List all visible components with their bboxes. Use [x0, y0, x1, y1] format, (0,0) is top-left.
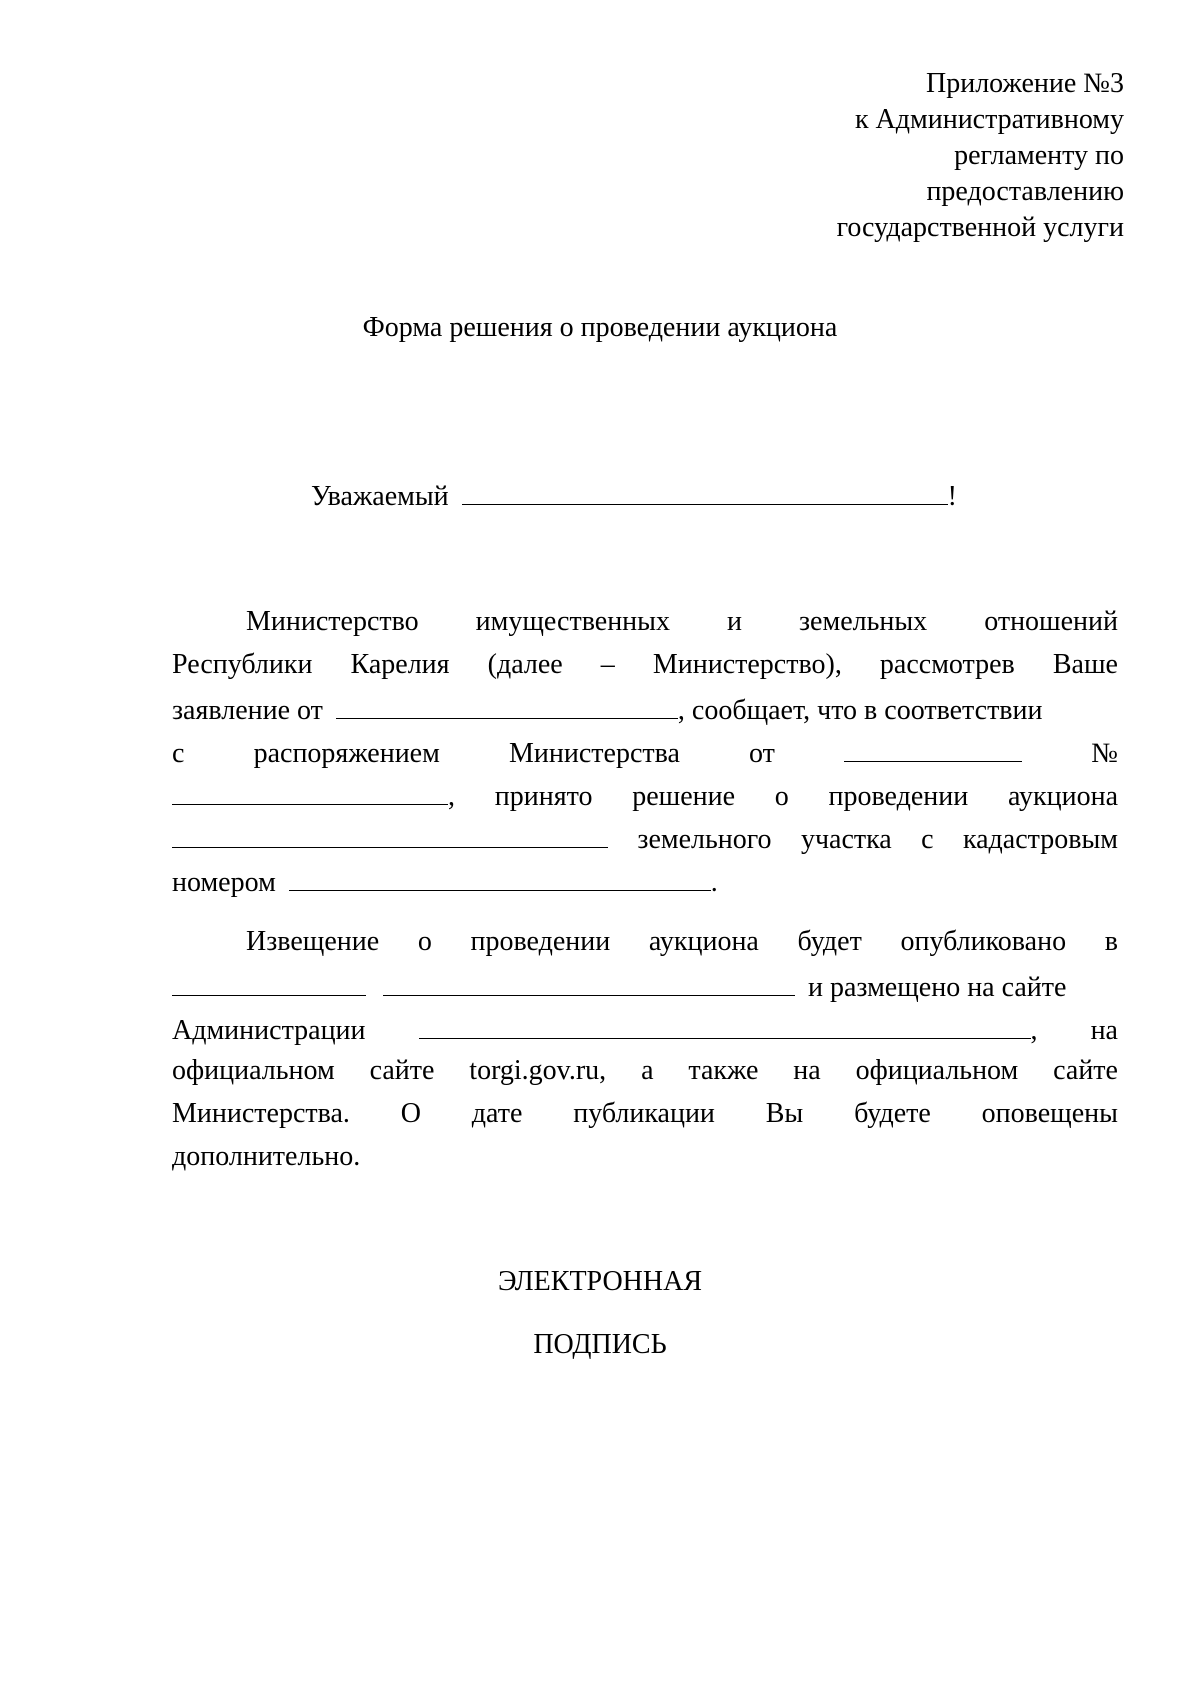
p1-word: с	[921, 824, 934, 855]
cadastral-label: номером	[172, 867, 276, 898]
appendix-number: Приложение №3	[926, 68, 1124, 99]
p2-word: дате	[471, 1098, 523, 1129]
appendix-ref-line3: регламенту по	[954, 140, 1124, 171]
p1-word: распоряжением	[253, 738, 440, 769]
p2-line5	[172, 1098, 1118, 1134]
publication-name-blank	[383, 969, 795, 996]
application-date-blank	[336, 692, 678, 719]
recipient-name-blank	[462, 478, 948, 505]
appendix-ref-line2: к Административному	[854, 104, 1124, 135]
p1-word: Республики	[172, 649, 313, 680]
p1-text: , сообщает, что в соответствии	[677, 695, 1043, 726]
p1-word: решение	[632, 781, 736, 812]
p2-word: будете	[854, 1098, 931, 1129]
p1-word: отношений	[984, 606, 1118, 637]
p2-line3	[172, 1012, 1118, 1048]
p2-word: сайте	[1053, 1055, 1118, 1086]
p2-word: на	[793, 1055, 821, 1086]
p2-word: официальном	[855, 1055, 1019, 1086]
p1-line5	[172, 778, 1118, 814]
publication-source-blank	[172, 969, 366, 996]
administration-site-group	[419, 1012, 1038, 1047]
number-sign: №	[1091, 738, 1118, 769]
p2-word: оповещены	[981, 1098, 1118, 1129]
p1-word: имущественных	[475, 606, 670, 637]
administration-site-blank	[419, 1012, 1031, 1039]
order-date-blank	[844, 735, 1022, 762]
p2-line1	[246, 926, 1118, 962]
p2-word: также	[688, 1055, 759, 1086]
p1-word: земельных	[799, 606, 928, 637]
p1-word: проведении	[828, 781, 969, 812]
p2-word: проведении	[470, 926, 611, 957]
p1-text: .	[710, 867, 718, 898]
p1-word: с	[172, 738, 185, 769]
form-title: Форма решения о проведении аукциона	[362, 312, 838, 343]
p1-word: –	[600, 649, 615, 680]
application-label: заявление от	[172, 695, 323, 726]
p1-line7	[172, 864, 1118, 900]
p2-word: в	[1104, 926, 1118, 957]
p1-line3	[172, 692, 1118, 728]
p2-word: аукциона	[648, 926, 759, 957]
p2-word: будет	[797, 926, 862, 957]
p2-word: а	[641, 1055, 654, 1086]
order-number-blank	[172, 778, 448, 805]
p1-text: ,	[448, 781, 455, 812]
p1-line6	[172, 821, 1118, 857]
salutation-suffix: !	[947, 481, 957, 512]
p1-word: Карелия	[350, 649, 450, 680]
p1-word: Министерство	[246, 606, 419, 637]
p2-line4	[172, 1055, 1118, 1091]
p1-line4	[172, 735, 1118, 771]
torgi-site-text: torgi.gov.ru,	[469, 1055, 607, 1086]
p1-word: от	[749, 738, 775, 769]
p1-word: участка	[800, 824, 892, 855]
p2-word: опубликовано	[900, 926, 1067, 957]
p2-word: О	[400, 1098, 421, 1129]
p2-word: Извещение	[246, 926, 380, 957]
administration-label: Администрации	[172, 1015, 366, 1046]
p2-line6	[172, 1141, 1118, 1177]
p2-word: на	[1090, 1015, 1118, 1046]
p1-word: Министерство),	[652, 649, 842, 680]
p2-word: сайте	[369, 1055, 435, 1086]
cadastral-number-blank	[289, 864, 711, 891]
p1-word: (далее	[487, 649, 563, 680]
order-number-group	[172, 778, 455, 813]
p1-line1	[246, 606, 1118, 642]
p2-word: официальном	[172, 1055, 335, 1086]
p1-word: рассмотрев	[879, 649, 1015, 680]
p1-word: Ваше	[1052, 649, 1118, 680]
p1-word: Министерства	[509, 738, 680, 769]
p1-line2	[172, 649, 1118, 685]
p2-line2	[172, 969, 1118, 1005]
p1-word: о	[774, 781, 789, 812]
p2-text: дополнительно.	[172, 1141, 361, 1172]
salutation-prefix: Уважаемый	[311, 481, 449, 512]
p2-text: и размещено на сайте	[808, 972, 1067, 1003]
p1-word: принято	[494, 781, 593, 812]
p1-word: аукциона	[1008, 781, 1118, 812]
p2-word: Вы	[765, 1098, 804, 1129]
p2-word: публикации	[573, 1098, 715, 1129]
signature-line2: ПОДПИСЬ	[533, 1329, 667, 1360]
p1-word: и	[727, 606, 742, 637]
p1-word: земельного	[637, 824, 772, 855]
p2-word: Министерства.	[172, 1098, 350, 1129]
p2-word: о	[417, 926, 432, 957]
auction-type-blank	[172, 821, 608, 848]
appendix-header	[837, 66, 1124, 246]
signature-line1: ЭЛЕКТРОННАЯ	[497, 1266, 703, 1297]
p1-word: кадастровым	[962, 824, 1118, 855]
appendix-ref-line5: государственной услуги	[836, 212, 1124, 243]
p2-text: ,	[1030, 1015, 1038, 1046]
appendix-ref-line4: предоставлению	[926, 176, 1124, 207]
salutation-line	[311, 478, 957, 513]
